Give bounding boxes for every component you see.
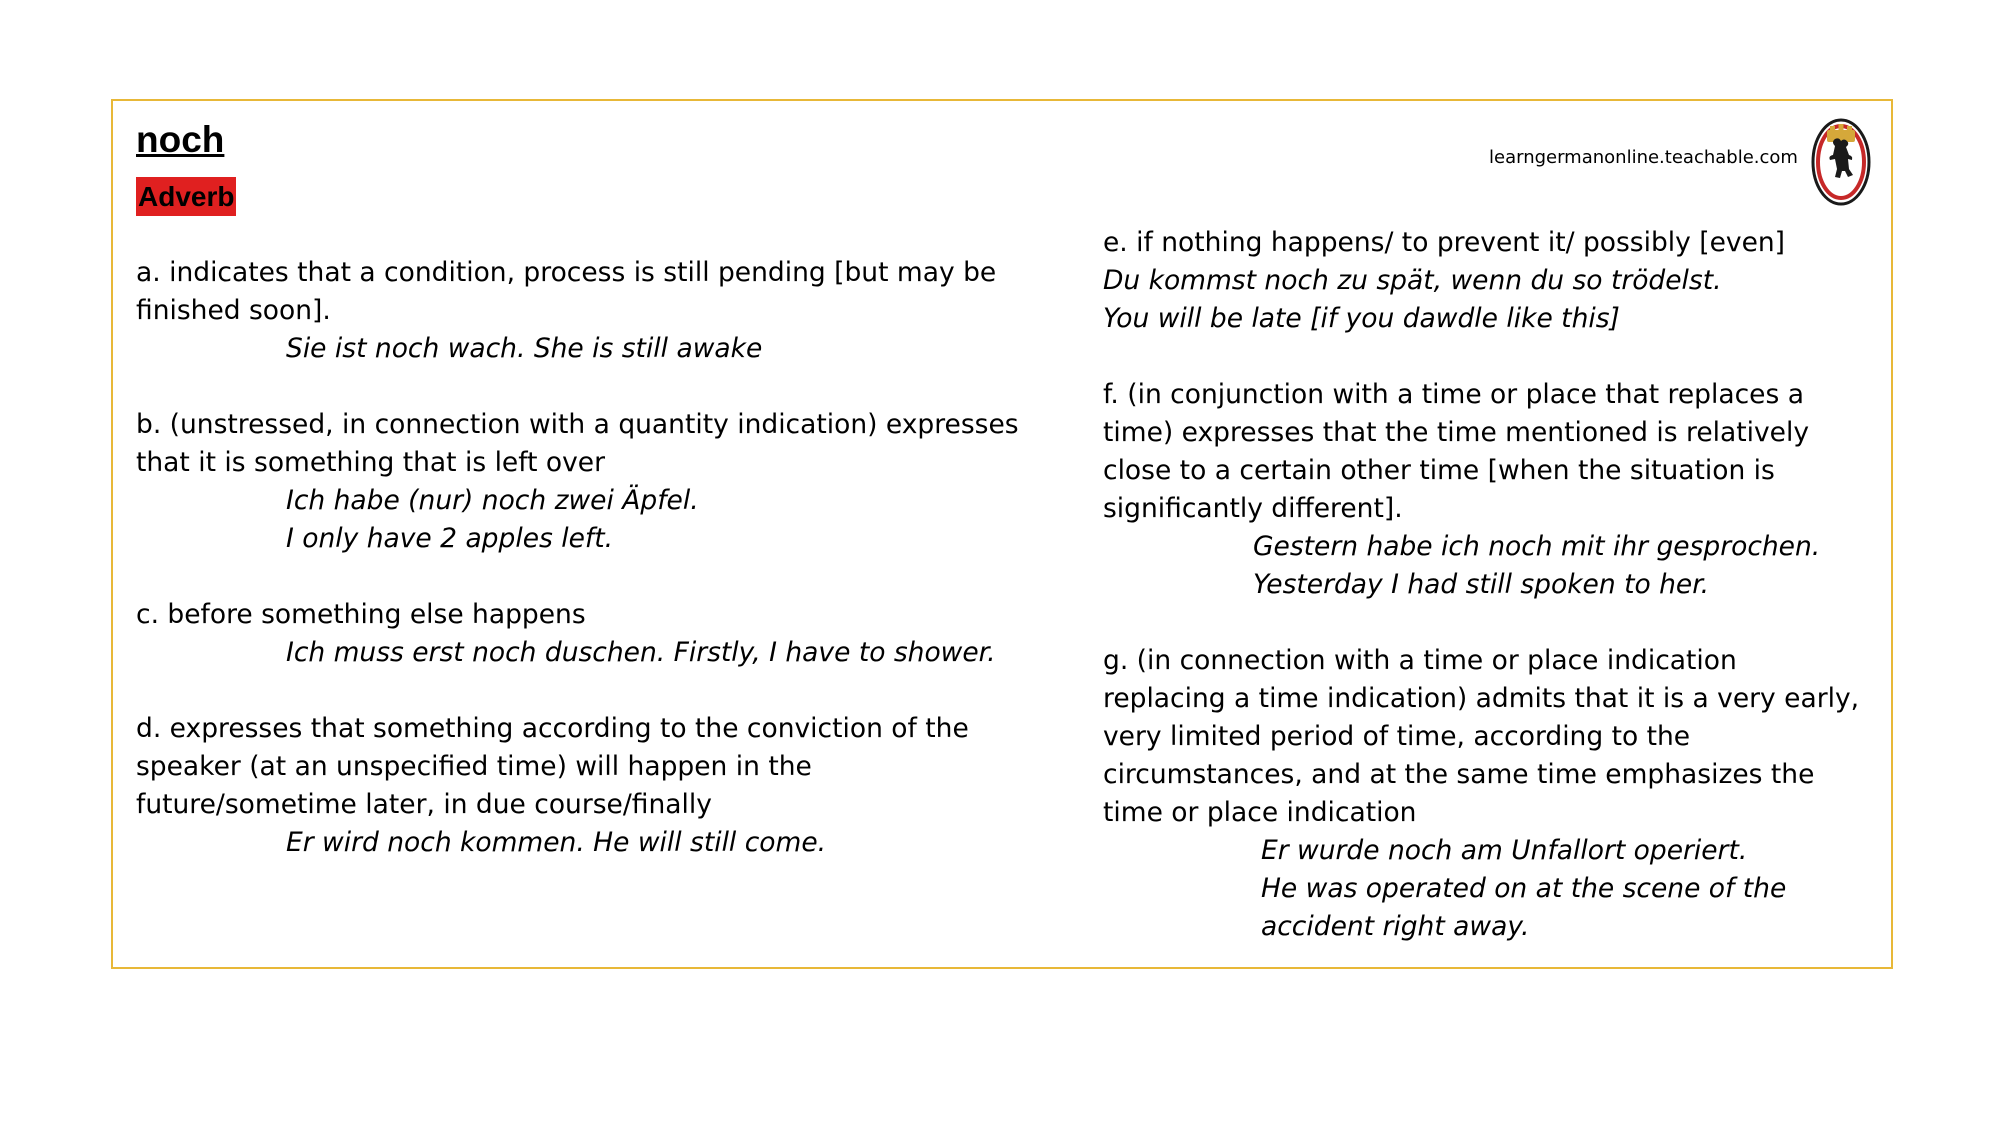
definition-text: a. indicates that a condition, process is still pending [but may be finished soon]. [136, 257, 997, 326]
example-translation: He was operated on at the scene of the [1261, 873, 1787, 904]
definition-text: e. if nothing happens/ to prevent it/ possibly [even] [1103, 227, 1786, 258]
entry-c [136, 596, 1036, 672]
entry-f [1103, 376, 1863, 604]
example-text: Er wurde noch am Unfallort operiert. [1261, 835, 1748, 866]
left-column [136, 254, 1036, 900]
example-translation: Yesterday I had still spoken to her. [1253, 569, 1710, 600]
entry-g [1103, 642, 1863, 946]
example-text: Ich muss erst noch duschen. Firstly, I have to shower. [286, 637, 996, 668]
example-translation: You will be late [if you dawdle like this] [1103, 303, 1620, 334]
entry-a [136, 254, 1036, 368]
definition-text: b. (unstressed, in connection with a quantity indication) expresses that it is something that is left over [136, 409, 1019, 478]
site-url: learngermanonline.teachable.com [1489, 147, 1798, 168]
entry-b [136, 406, 1036, 558]
example-text: Sie ist noch wach. She is still awake [286, 333, 763, 364]
part-of-speech-badge: Adverb [136, 177, 236, 216]
entry-e [1103, 224, 1863, 338]
example-text: Gestern habe ich noch mit ihr gesprochen. [1253, 531, 1821, 562]
right-column [1103, 224, 1863, 984]
definition-text: c. before something else happens [136, 599, 586, 630]
example-text: Er wird noch kommen. He will still come. [286, 827, 827, 858]
berlin-bear-crest-icon [1811, 118, 1871, 206]
example-translation: I only have 2 apples left. [286, 523, 614, 554]
definition-text: g. (in connection with a time or place indication replacing a time indication) admits that it is a very early, very limited period of time, according to the circumstances, and at the same time emphasizes the time or place indication [1103, 645, 1860, 828]
word-title: noch [136, 119, 225, 160]
example-text: Ich habe (nur) noch zwei Äpfel. [286, 485, 699, 516]
entry-d [136, 710, 1036, 862]
definition-text: f. (in conjunction with a time or place that replaces a time) expresses that the time mentioned is relatively close to a certain other time [when the situation is significantly different]. [1103, 379, 1810, 524]
example-translation: accident right away. [1261, 911, 1530, 942]
example-text: Du kommst noch zu spät, wenn du so trödelst. [1103, 265, 1722, 296]
definition-text: d. expresses that something according to the conviction of the speaker (at an unspecified time) will happen in the future/sometime later, in due course/finally [136, 713, 969, 820]
